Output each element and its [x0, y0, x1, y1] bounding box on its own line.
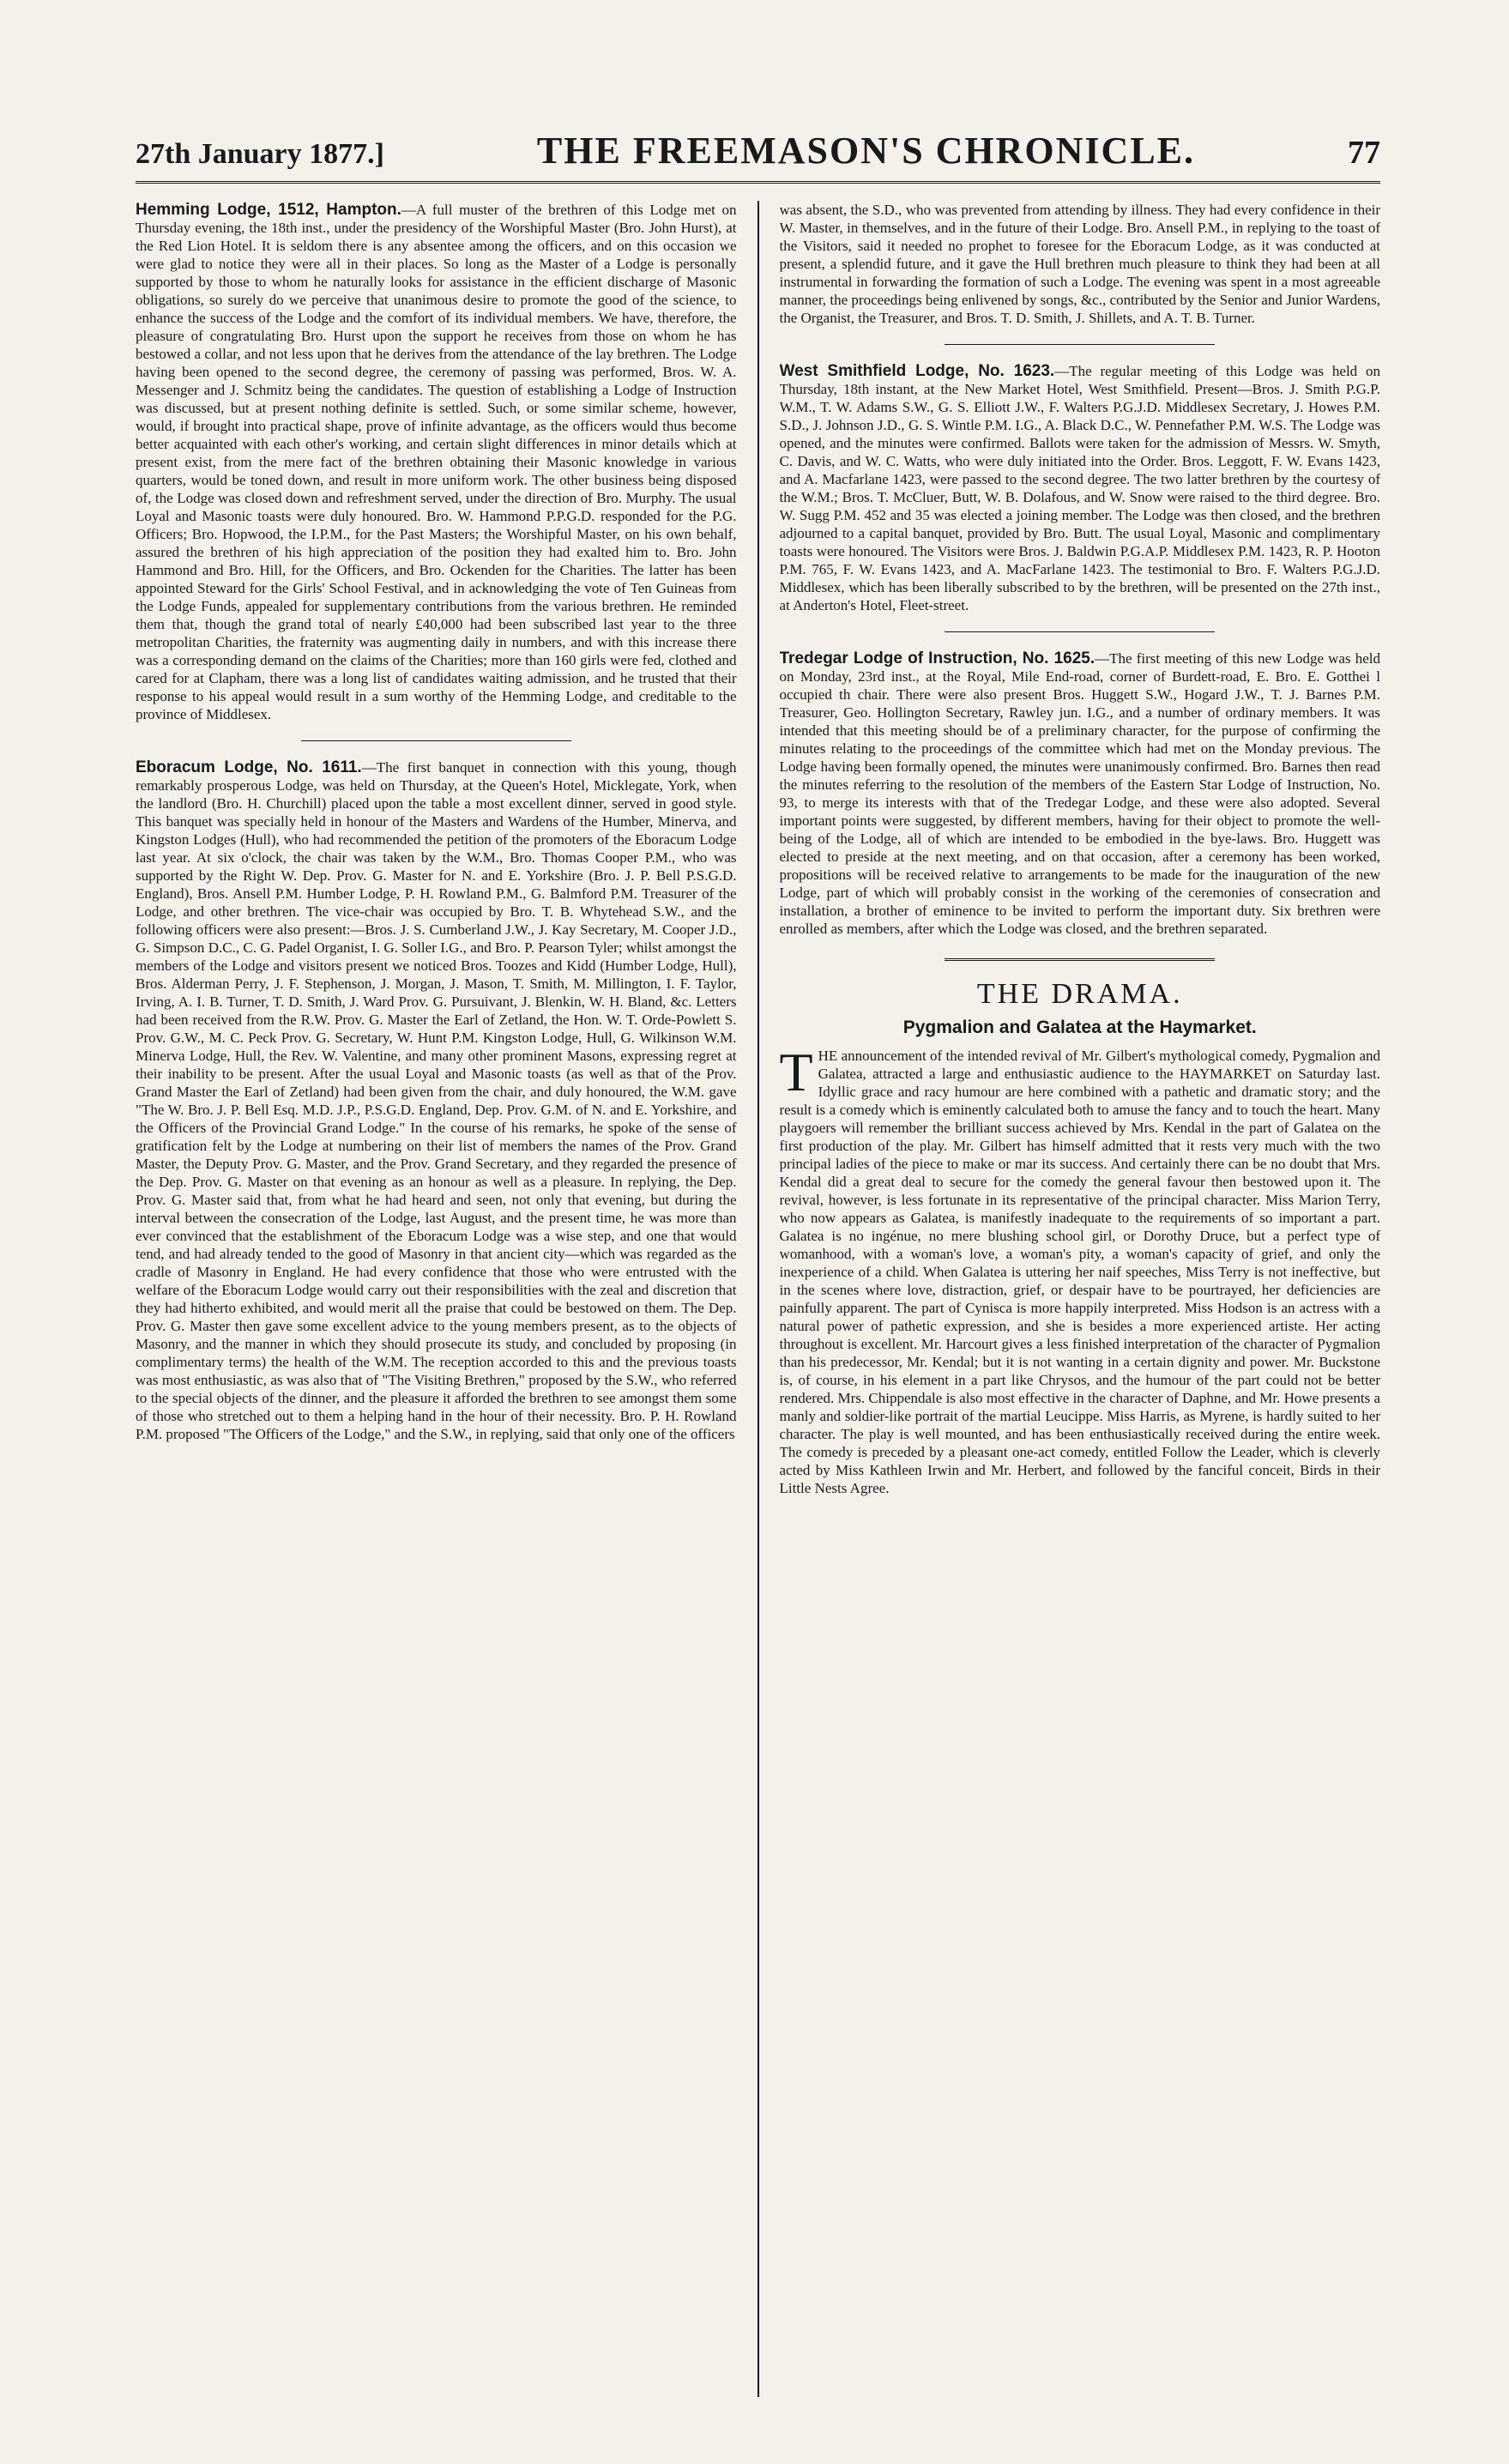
publication-title: THE FREEMASON'S CHRONICLE. — [536, 130, 1196, 172]
article-heading: Eboracum Lodge, No. 1611. — [136, 758, 362, 776]
columns — [136, 201, 1380, 2397]
column-divider — [758, 201, 759, 2397]
article-divider — [945, 631, 1215, 632]
article-heading: Tredegar Lodge of Instruction, No. 1625. — [779, 649, 1096, 667]
article-drama — [780, 978, 1381, 1497]
article-eboracum-continued — [780, 201, 1381, 327]
page-number: 77 — [1347, 135, 1380, 171]
article-body: HE announcement of the intended revival of Mr. Gilbert's mythological comedy, Pygmalion and Galatea, attracted a large and enthusiastic audience to the HAYMARKET on Saturday last. Idyllic grace and racy humour are here combined with a pathetic and dramatic story; and the result is a comedy which is eminently calculated both to amuse the fancy and to touch the heart. Many playgoers will remember the brilliant success achieved by Mrs. Kendal in the part of Galatea on the first production of the play. Mr. Gilbert has himself admitted that it rests very much with the two principal ladies of the piece to make or mar its success. And certainly there can be no doubt that Mrs. Kendal did a great deal to secure for the comedy the general favour then bestowed upon it. The revival, however, is less fortunate in its representative of the principal character. Miss Marion Terry, who now appears as Galatea, is manifestly inadequate to the requirements of so important a part. Galatea is no ingénue, no mere blushing school girl, or Dorothy Druce, but a perfect type of womanhood, with a woman's love, a woman's pity, a woman's capacity of grief, and only the inexperience of a child. When Galatea is uttering her naif speeches, Miss Terry is not ineffective, but in the scenes where love, distraction, grief, or despair have to be pourtrayed, her deficiencies are painfully apparent. The part of Cynisca is more happily interpreted. Miss Hodson is an actress with a natural power of pathetic expression, and she is besides a more experienced artiste. Her acting throughout is excellent. Mr. Harcourt gives a less finished interpretation of the character of Pygmalion than his predecessor, Mr. Kendal; but it is not wanting in a certain dignity and power. Mr. Buckstone is, of course, in his element in a part like Chrysos, and the humour of the part could not be better rendered. Mrs. Chippendale is also most effective in the character of Daphne, and Mr. Howe presents a manly and soldier-like portrait of the martial Leucippe. Miss Harris, as Myrene, is hardly suited to her character. The play is well mounted, and has been enthusiastically received during the entire week. The comedy is preceded by a pleasant one-act comedy, entitled Follow the Leader, which is cleverly acted by Miss Kathleen Irwin and Mr. Herbert, and followed by the fanciful conceit, Birds in their Little Nests Agree. — [779, 1048, 1380, 1496]
issue-date: 27th January 1877.] — [136, 138, 384, 170]
section-divider — [945, 958, 1215, 961]
article-west-smithfield-lodge — [780, 362, 1381, 614]
article-eboracum-lodge — [136, 758, 737, 1443]
article-body: —The first meeting of this new Lodge was held on Monday, 23rd inst., at the Royal, Mile End-road, corner of Burdett-road, E. Bro. E. Gotthei l occupied th chair. There were also present Bros. Huggett S.W., Hogard J.W., T. J. Barnes P.M. Treasurer, Geo. Hollington Secretary, Rawley jun. I.G., and a number of ordinary members. It was intended that this meeting should be of a preliminary character, for the purpose of confirming the minutes relating to the proceedings of the committee which had met on the Monday previous. The Lodge having been formally opened, the minutes were unanimously confirmed. Bro. Barnes then read the minutes referring to the resolution of the members of the Eastern Star Lodge of Instruction, No. 93, to merge its interests with that of the Tredegar Lodge, and these were also adopted. Several important points were suggested, by different members, having for their object to promote the well-being of the Lodge, all of which are intended to be embodied in the bye-laws. Bro. Huggett was elected to preside at the next meeting, and on that occasion, after a ceremony has been worked, propositions will be received relative to arrangements to be made for the inauguration of the new Lodge, part of which will probably consist in the working of the ceremonies of consecration and installation, a brother of eminence to be invited to perform the important duty. Six brethren were enrolled as members, after which the Lodge was closed, and the brethren separated. — [779, 650, 1380, 937]
article-hemming-lodge — [136, 201, 737, 723]
article-body: —The first banquet in connection with this young, though remarkably prosperous Lodge, was held on Thursday, at the Queen's Hotel, Micklegate, York, when the landlord (Bro. H. Churchill) placed upon the table a most excellent dinner, served in good style. This banquet was specially held in honour of the Masters and Wardens of the Humber, Minerva, and Kingston Lodges (Hull), who had recommended the petition of the promoters of the Eboracum Lodge last year. At six o'clock, the chair was taken by the W.M., Bro. Thomas Cooper P.M., who was supported by the Right W. Dep. Prov. G. Master for N. and E. Yorkshire (Bro. J. P. Bell P.S.G.D. England), Bros. Ansell P.M. Humber Lodge, P. H. Rowland P.M., G. Balmford P.M. Treasurer of the Lodge, and other brethren. The vice-chair was occupied by Bro. T. B. Whytehead S.W., and the following officers were also present:—Bros. J. S. Cumberland J.W., J. Kay Secretary, M. Cooper J.D., G. Simpson D.C., C. G. Padel Organist, I. G. Soller I.G., and Bro. P. Pearson Tyler; whilst amongst the members of the Lodge and visitors present we noticed Bros. Toozes and Kidd (Humber Lodge, Hull), Bros. Alderman Perry, J. F. Stephenson, J. Morgan, J. Mason, T. Smith, M. Millington, I. F. Taylor, Irving, A. I. B. Turner, T. D. Smith, J. Ward Prov. G. Pursuivant, J. Blenkin, W. H. Bland, &c. Letters had been received from the R.W. Prov. G. Master the Earl of Zetland, the Hon. W. T. Orde-Powlett S. Prov. G.W., M. C. Peck Prov. G. Secretary, W. Hunt P.M. Kingston Lodge, Hull, G. Wilkinson W.M. Minerva Lodge, Hull, the Rev. W. Valentine, and many other prominent Masons, expressing regret at their inability to be present. After the usual Loyal and Masonic toasts (as well as that of the Prov. Grand Master the Earl of Zetland) had been given from the chair, and duly honoured, the W.M. gave "The W. Bro. J. P. Bell Esq. M.D. J.P., P.S.G.D. England, Dep. Prov. G.M. of N. and E. Yorkshire, and the Officers of the Provincial Grand Lodge." In the course of his remarks, he spoke of the sense of gratification felt by the Lodge at numbering on their list of members the names of the Prov. Grand Master, the Deputy Prov. G. Master, and the Prov. Grand Secretary, and they regarded the presence of the Dep. Prov. G. Master on that evening as an honour as well as a pleasure. In replying, the Dep. Prov. G. Master said that, from what he had heard and seen, not only that evening, but during the interval between the consecration of the Lodge, last August, and the present time, he was more than ever convinced that the establishment of the Eboracum Lodge was a wise step, and one that would tend, and had already tended to the good of Masonry in that ancient city—which was regarded as the cradle of Masonry in England. He had every confidence that those who were entrusted with the welfare of the Eboracum Lodge would carry out their responsibilities with the zeal and discretion that they had hitherto exhibited, and would merit all the praise that could be bestowed on them. The Dep. Prov. G. Master then gave some excellent advice to the young members present, as to the objects of Masonry, and the manner in which they should prosecute its study, and concluded by proposing (in complimentary terms) the health of the W.M. The reception accorded to this and the previous toasts was most enthusiastic, as was also that of "The Visiting Brethren," proposed by the S.W., who referred to the special objects of the dinner, and the pleasure it afforded the brethren to see amongst them some of those who stretched out to them a helping hand in the hour of their necessity. Bro. P. H. Rowland P.M. proposed "The Officers of the Lodge," and the S.W., in replying, said that only one of the officers — [136, 759, 737, 1442]
section-subtitle: Pygmalion and Galatea at the Haymarket. — [902, 1018, 1257, 1037]
article-divider — [301, 740, 571, 741]
article-heading: Hemming Lodge, 1512, Hampton. — [136, 201, 401, 219]
article-body: —The regular meeting of this Lodge was held on Thursday, 18th instant, at the New Market Hotel, West Smithfield. Present—Bros. J. Smith P.G.P. W.M., T. W. Adams S.W., G. S. Elliott J.W., F. Walters P.G.J.D. Middlesex Secretary, J. Howes P.M. S.D., J. Johnson J.D., G. S. Wintle P.M. I.G., A. Black D.C., W. Pennefather P.M. W.S. The Lodge was opened, and the minutes were confirmed. Ballots were taken for the admission of Messrs. W. Smyth, C. Davis, and W. C. Watts, who were duly initiated into the Order. Bros. Leggott, F. W. Evans 1423, and A. Macfarlane 1423, were passed to the second degree. The two latter brethren by the courtesy of the W.M.; Bros. T. McCluer, Butt, W. B. Dolafous, and W. Snow were raised to the third degree. Bro. W. Sugg P.M. 452 and 35 was elected a joining member. The Lodge was then closed, and the brethren adjourned to a capital banquet, provided by Bro. Butt. The usual Loyal, Masonic and complimentary toasts were honoured. The Visitors were Bros. J. Baldwin P.G.A.P. Middlesex P.M. 1423, R. P. Hooton P.M. 765, F. W. Evans 1423, and A. MacFarlane 1423. The testimonial to Bro. F. Walters P.G.J.D. Middlesex, which has been liberally subscribed to by the brethren, will be presented on the 27th inst., at Anderton's Hotel, Fleet-street. — [779, 363, 1380, 613]
article-tredegar-lodge — [780, 649, 1381, 938]
article-divider — [945, 344, 1215, 345]
right-column — [780, 201, 1381, 2397]
masthead — [136, 129, 1380, 184]
section-title: THE DRAMA. — [976, 978, 1183, 1010]
article-body: —A full muster of the brethren of this Lodge met on Thursday evening, the 18th inst., under the presidency of the Worshipful Master (Bro. John Hurst), at the Red Lion Hotel. It is seldom there is any absentee among the officers, and on this occasion we were glad to notice they were all in their places. So long as the Master of a Lodge is personally supported by those to whom he naturally looks for assistance in the efficient discharge of Masonic obligations, so surely do we perceive that unanimous desire to promote the good of the science, to enhance the success of the Lodge and the comfort of its individual members. We have, therefore, the pleasure of congratulating Bro. Hurst upon the support he receives from those on whom he has bestowed a collar, and not less upon that he derives from the attendance of the lay brethren. The Lodge having been opened to the second degree, the ceremony of passing was performed, Bros. W. A. Messenger and J. Schmitz being the candidates. The question of establishing a Lodge of Instruction was discussed, but at present nothing definite is settled. Such, or some similar scheme, however, would, if brought into practical shape, prove of infinite advantage, as the officers would thus become better acquainted with each other's working, and certain slight differences in minor details which at present exist, from the mere fact of the brethren obtaining their Masonic knowledge in various quarters, would be toned down, and result in more uniform work. The other business being disposed of, the Lodge was closed down and refreshment served, under the direction of Bro. Murphy. The usual Loyal and Masonic toasts were duly honoured. Bro. W. Hammond P.P.G.D. responded for the P.G. Officers; Bro. Hopwood, the I.P.M., for the Past Masters; the Worshipful Master, on his own behalf, assured the brethren of his high appreciation of the position they had exalted him to. Bro. John Hammond and Bro. Hill, for the Officers, and Bro. Ockenden for the Charities. The latter has been appointed Steward for the Girls' School Festival, and in acknowledging the vote of Ten Guineas from the Lodge Funds, appealed for supplementary contributions from the various brethren. He reminded them that, though the grand total of nearly £40,000 had been subscribed last year to the three metropolitan Charities, the fraternity was augmenting daily in numbers, and with this increase there was a corresponding demand on the claims of the Charities; more than 160 girls were fed, clothed and cared for at Clapham, there was a long list of candidates waiting admission, and he trusted that their response to his appeal would result in a sum worthy of the Hemming Lodge, and creditable to the province of Middlesex. — [136, 202, 737, 722]
article-body: was absent, the S.D., who was prevented from attending by illness. They had every confidence in their W. Master, in themselves, and in the future of their Lodge. Bro. Ansell P.M., in replying to the toast of the Visitors, said it needed no prophet to foresee for the Eboracum Lodge, as it was conducted at present, a splendid future, and it gave the Hull brethren much pleasure to think they had been at all instrumental in forwarding the formation of such a Lodge. The evening was spent in a most agreeable manner, the proceedings being enlivened by songs, &c., contributed by the Senior and Junior Wardens, the Organist, the Treasurer, and Bros. T. D. Smith, J. Shillets, and A. T. B. Turner. — [779, 202, 1380, 326]
drop-cap: T — [779, 1042, 813, 1102]
article-heading: West Smithfield Lodge, No. 1623. — [779, 362, 1055, 380]
left-column — [136, 201, 737, 2397]
